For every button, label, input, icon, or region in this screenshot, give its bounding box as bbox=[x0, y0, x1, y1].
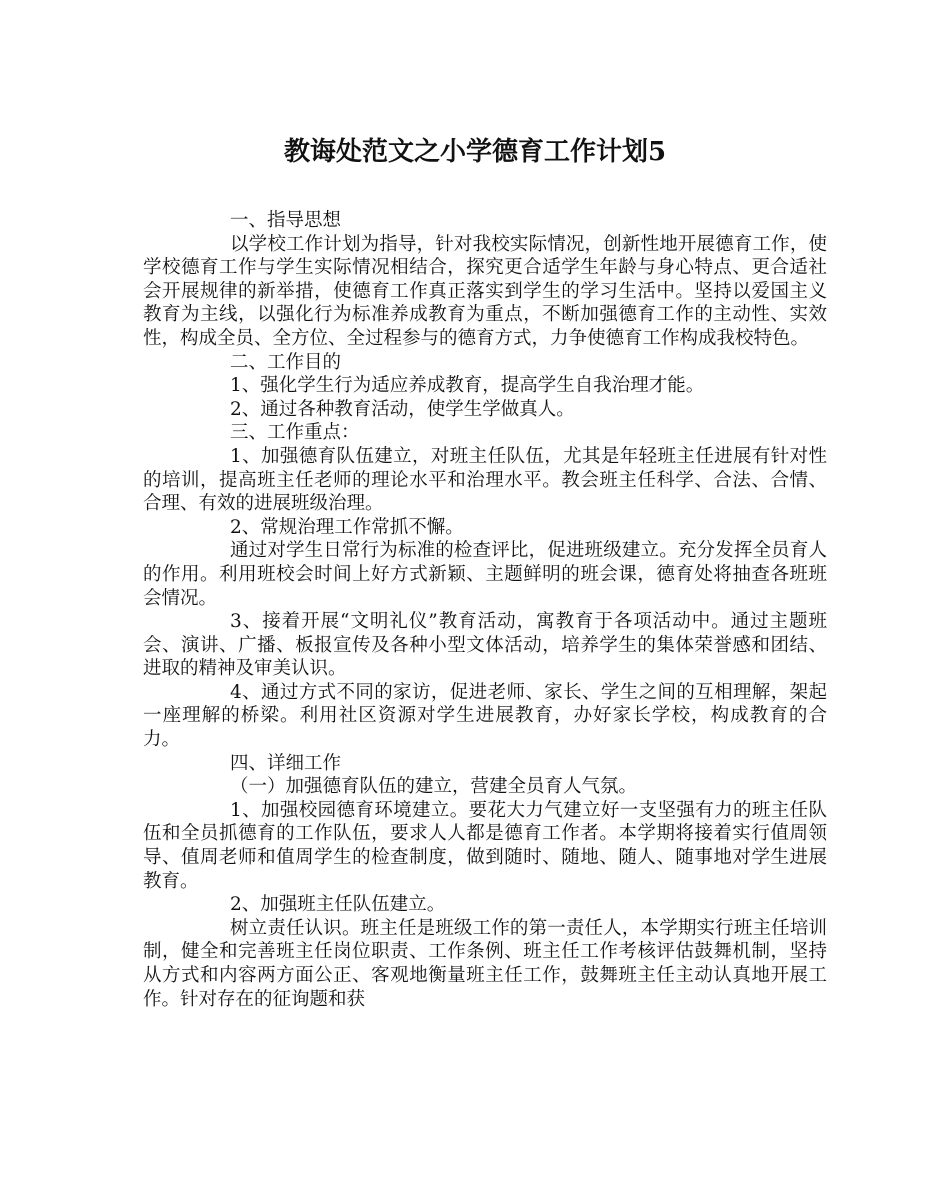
heading-detailed-work: 四、详细工作 bbox=[230, 752, 342, 774]
heading-work-focus: 三、工作重点： bbox=[230, 422, 360, 444]
paragraph: 树立责任认识。班主任是班级工作的第一责任人，本学期实行班主任培训制，健全和完善班主任岗位职责、工作条例、班主任工作考核评估鼓舞机制，坚持从方式和内容两方面公正、客观地衡量班主任工作，鼓舞班主任主动认真地开展工作。针对存在的征询题和获 bbox=[143, 917, 827, 1010]
paragraph: 2、通过各种教育活动，使学生学做真人。 bbox=[230, 398, 575, 420]
subheading: （一）加强德育队伍的建立，营建全员育人气氛。 bbox=[230, 776, 638, 798]
paragraph: 4、通过方式不同的家访，促进老师、家长、学生之间的互相理解，架起一座理解的桥梁。利用社区资源对学生进展教育，办好家长学校，构成教育的合力。 bbox=[143, 681, 827, 751]
paragraph: 2、常规治理工作常抓不懈。 bbox=[230, 516, 464, 538]
heading-work-goals: 二、工作目的 bbox=[230, 351, 342, 373]
paragraph: 以学校工作计划为指导，针对我校实际情况，创新性地开展德育工作，使学校德育工作与学生实际情况相结合，探究更合适学生年龄与身心特点、更合适社会开展规律的新举措，使德育工作真正落实到学生的学习生活中。坚持以爱国主义教育为主线，以强化行为标准养成教育为重点，不断加强德育工作的主动性、实效性，构成全员、全方位、全过程参与的德育方式，力争使德育工作构成我校特色。 bbox=[143, 233, 827, 349]
document-title: 教诲处范文之小学德育工作计划5 bbox=[283, 137, 667, 167]
paragraph: 1、加强德育队伍建立，对班主任队伍，尤其是年轻班主任进展有针对性的培训，提高班主任老师的理论水平和治理水平。教会班主任科学、合法、合情、合理、有效的进展班级治理。 bbox=[143, 445, 827, 515]
document-body bbox=[143, 209, 827, 1011]
paragraph: 2、加强班主任队伍建立。 bbox=[230, 894, 446, 916]
paragraph: 1、加强校园德育环境建立。要花大力气建立好一支坚强有力的班主任队伍和全员抓德育的工作队伍，要求人人都是德育工作者。本学期将接着实行值周领导、值周老师和值周学生的检查制度，做到随时、随地、随人、随事地对学生进展教育。 bbox=[143, 799, 827, 892]
paragraph: 通过对学生日常行为标准的检查评比，促进班级建立。充分发挥全员育人的作用。利用班校会时间上好方式新颖、主题鲜明的班会课，德育处将抽查各班班会情况。 bbox=[143, 540, 827, 609]
heading-guiding-ideology: 一、指导思想 bbox=[230, 210, 342, 231]
paragraph: 1、强化学生行为适应养成教育，提高学生自我治理才能。 bbox=[230, 375, 705, 397]
paragraph: 3、接着开展“文明礼仪”教育活动，寓教育于各项活动中。通过主题班会、演讲、广播、板报宣传及各种小型文体活动，培养学生的集体荣誉感和团结、进取的精神及审美认识。 bbox=[143, 611, 827, 680]
